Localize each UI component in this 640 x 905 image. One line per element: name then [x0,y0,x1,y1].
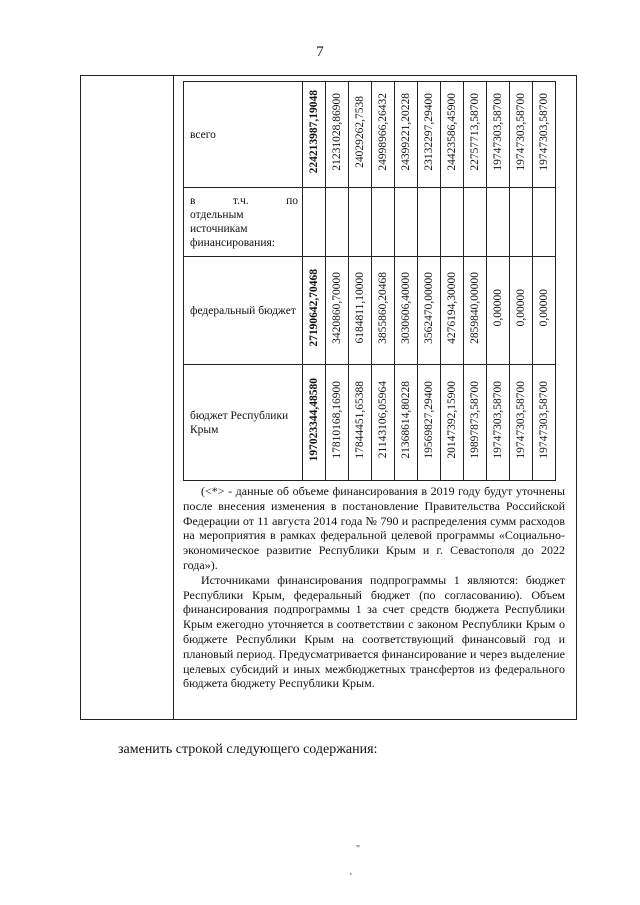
frame-divider [173,76,174,719]
table-cell: 0,00000 [533,257,556,365]
table-cell: 0,00000 [510,257,533,365]
table-cell [441,188,464,257]
table-cell: 6184811,10000 [349,257,372,365]
table-row-sources [184,188,556,257]
table-cell: 20147392,15900 [441,365,464,481]
table-cell: 17810168,16900 [326,365,349,481]
table-cell: 24399221,20228 [395,82,418,188]
table-cell: 3030606,40000 [395,257,418,365]
note-paragraph: (<*> - данные об объеме финансирования в 2019 году будут уточнены после внесения изменения в постановление Правительства Российской Федерации от 11 августа 2014 года № 790 и распределения сумм расходов на мероприятия в рамках федеральной целевой программы «Социально-экономическое развитие Республики Крым и г. Севастополя до 2022 года»). [183,484,565,572]
table-cell: 19747303,58700 [487,365,510,481]
table-cell [487,188,510,257]
table-cell: 19747303,58700 [487,82,510,188]
table-cell: 3855860,20468 [372,257,395,365]
table-cell: 19569827,29400 [418,365,441,481]
table-row-federal [184,257,556,365]
table-cell: 27190642,70468 [303,257,326,365]
table-cell: 24029262,7538 [349,82,372,188]
table-cell [326,188,349,257]
table-cell [349,188,372,257]
row-label: федеральный бюджет [184,257,303,365]
table-cell [395,188,418,257]
table-cell: 19747303,58700 [510,365,533,481]
table-cell: 19897873,58700 [464,365,487,481]
table-row-regional [184,365,556,481]
note-paragraph: Источниками финансирования подпрограммы 1 являются: бюджет Республики Крым, федеральный бюджет (по согласованию). Объем финансирования подпрограммы 1 за счет средств бюджета Республики Крым ежегодно уточняется в соответствии с законом Республики Крым о бюджете Республики Крым на соответствующий финансовый год и плановый период. Предусматривается финансирование и через выделение целевых субсидий и иных межбюджетных трансфертов из федерального бюджета бюджету Республики Крым. [183,572,565,691]
table-cell: 24423586,45900 [441,82,464,188]
table-cell: 3420860,70000 [326,257,349,365]
table-cell: 21231028,86900 [326,82,349,188]
table-cell: 197023344,48580 [303,365,326,481]
row-label: бюджет Республики Крым [184,365,303,481]
table-cell: 21368614,80228 [395,365,418,481]
table-cell: 4276194,30000 [441,257,464,365]
page-number: 7 [316,44,324,60]
content-frame [80,75,577,720]
scan-mark: " [356,844,361,855]
table-cell [510,188,533,257]
table-cell: 224213987,19048 [303,82,326,188]
table-cell: 3562470,00000 [418,257,441,365]
table-cell [418,188,441,257]
row-label: всего [184,82,303,188]
table-cell: 2859840,00000 [464,257,487,365]
row-label: в т.ч. по отдельным источникам финансирования: [184,188,303,257]
table-cell: 21143106,05964 [372,365,395,481]
scan-mark: ' [350,872,352,883]
table-cell: 0,00000 [487,257,510,365]
replace-instruction: заменить строкой следующего содержания: [118,742,378,757]
table-cell: 23132297,29400 [418,82,441,188]
table-cell: 19747303,58700 [533,82,556,188]
table-cell [372,188,395,257]
table-cell [303,188,326,257]
table-row-total [184,82,556,188]
table-cell: 19747303,58700 [510,82,533,188]
table-cell: 19747303,58700 [533,365,556,481]
table-cell: 24998966,26432 [372,82,395,188]
financing-table [183,81,556,481]
table-cell: 22757713,58700 [464,82,487,188]
table-cell [464,188,487,257]
table-cell [533,188,556,257]
table-cell: 17844451,65388 [349,365,372,481]
notes-block [183,484,565,691]
